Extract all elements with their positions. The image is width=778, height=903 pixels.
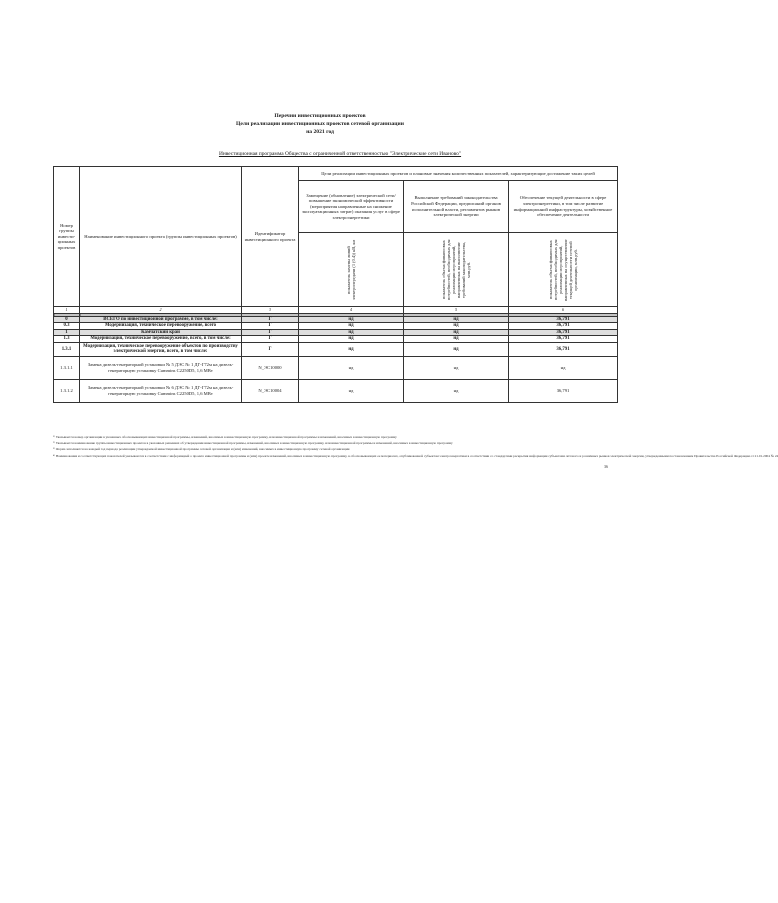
cell-indicator-2: нд bbox=[404, 379, 509, 402]
program-subtitle: Инвестиционная программа Общества с ограниченной ответственностью "Электрические сети Иваново" bbox=[218, 151, 462, 157]
header-goal-3: Обеспечение текущей деятельности в сфере электроэнергетики, в том числе развитие информационной инфраструктуры, хозяйственное обеспечение деятельности bbox=[509, 181, 618, 233]
title-line-2: Цели реализации инвестиционных проектов сетевой организации bbox=[236, 121, 404, 127]
footnote-2: ²⁾ Указывается наименование группы инвестиционных проектов в указанных решениях об утверждении инвестиционной программы, изменений, вносимых в инвестиционную программу, или инвестиционной программы и изменений, вносимых в инвестиционную программу bbox=[53, 441, 453, 446]
cell-project-id: N_ЭС10000 bbox=[242, 356, 299, 379]
cell-group-no: 0 bbox=[54, 316, 80, 323]
cell-indicator-2: нд bbox=[404, 329, 509, 336]
footnotes bbox=[53, 434, 778, 459]
table-row bbox=[54, 316, 618, 323]
table-body bbox=[54, 316, 618, 402]
header-indicator-3 bbox=[509, 233, 618, 307]
table-row bbox=[54, 323, 618, 330]
cell-indicator-3: 36,791 bbox=[509, 379, 618, 402]
colnum: 6 bbox=[509, 307, 618, 314]
cell-indicator-3: 36,791 bbox=[509, 336, 618, 343]
cell-project-name: Замена дизель-генераторной установки № 5 ДЭС № 1 ДГ-Г72м на дизель-генераторную установку Cummins C2250D5, 1,6 МВт bbox=[80, 356, 242, 379]
indicator-1-text: показатель замены линий электропередачи (1 (0.4)) кВ, км bbox=[346, 239, 356, 300]
footnote-3: ³⁾ Форма заполняется на каждый год периода реализации утверждаемой инвестиционной программы сетевой организации и (или) изменений, вносимых в инвестиционную программу сетевой организации bbox=[53, 447, 350, 452]
title-line-3: на 2021 год bbox=[306, 129, 334, 135]
header-goal-2: Выполнение требований законодательства Российской Федерации, предписаний органов исполнительной власти, регламентов рынков электрической энергии bbox=[404, 181, 509, 233]
header-indicator-1 bbox=[299, 233, 404, 307]
cell-indicator-1: нд bbox=[299, 316, 404, 323]
indicator-2-text: показатель объема финансовых потребностей, необходимых для реализации мероприятий, направленных на выполнение требований законодательства, млн.руб. bbox=[441, 239, 471, 300]
cell-project-name: Камчатский край bbox=[80, 329, 242, 336]
cell-project-id: Г bbox=[242, 336, 299, 343]
cell-project-id: N_ЭС10004 bbox=[242, 379, 299, 402]
cell-project-id: Г bbox=[242, 342, 299, 356]
cell-indicator-2: нд bbox=[404, 356, 509, 379]
cell-group-no: 1 bbox=[54, 329, 80, 336]
cell-indicator-2: нд bbox=[404, 342, 509, 356]
cell-indicator-3: 36,791 bbox=[509, 342, 618, 356]
table-row bbox=[54, 379, 618, 402]
colnum: 3 bbox=[242, 307, 299, 314]
colnum: 5 bbox=[404, 307, 509, 314]
cell-project-name: Модернизация, техническое перевооружение, всего, в том числе: bbox=[80, 336, 242, 343]
indicator-3-text: показатель объема финансовых потребностей, необходимых для реализации мероприятий, направленных на осуществление текущей деятельности сетевой организации, млн.руб. bbox=[548, 238, 579, 301]
cell-project-id: Г bbox=[242, 329, 299, 336]
cell-indicator-2: нд bbox=[404, 316, 509, 323]
colnum: 1 bbox=[54, 307, 80, 314]
cell-indicator-1: нд bbox=[299, 379, 404, 402]
header-goals: Цели реализации инвестиционных проектов и плановые значения количественных показателей, характеризующие достижение таких целей bbox=[299, 167, 618, 181]
footnote-1: ¹⁾ Указывается номер организации в указанных обосновывающих инвестиционной программы, изменений, вносимых в инвестиционную программу, или инвестиционной программы и изменений, вносимых в инвестиционную программу bbox=[53, 435, 397, 439]
cell-project-name: ВСЕГО по инвестиционной программе, в том числе: bbox=[80, 316, 242, 323]
investment-projects-table bbox=[53, 166, 618, 403]
cell-indicator-3: нд bbox=[509, 356, 618, 379]
header-group-no: Номер группы инвести- ционных проектов bbox=[54, 167, 80, 307]
header-project-id: Идентификатор инвестиционного проекта bbox=[242, 167, 299, 307]
cell-group-no: 1.3.1 bbox=[54, 342, 80, 356]
table-row bbox=[54, 356, 618, 379]
table-row bbox=[54, 342, 618, 356]
colnum: 2 bbox=[80, 307, 242, 314]
cell-indicator-3: 36,791 bbox=[509, 316, 618, 323]
header-project-name: Наименование инвестиционного проекта (группы инвестиционных проектов) bbox=[80, 167, 242, 307]
header-indicator-2 bbox=[404, 233, 509, 307]
cell-indicator-2: нд bbox=[404, 323, 509, 330]
cell-group-no: 1.3 bbox=[54, 336, 80, 343]
cell-group-no: 1.3.1.1 bbox=[54, 356, 80, 379]
cell-project-id: Г bbox=[242, 316, 299, 323]
table-row bbox=[54, 329, 618, 336]
cell-indicator-1: нд bbox=[299, 336, 404, 343]
column-numbers-row bbox=[54, 307, 618, 314]
header-goal-1: Замещение (обновление) электрической сети/повышение экономической эффективности (мероприятия направленные на снижение эксплуатационных затрат) оказания услуг в сфере электроэнергетики bbox=[299, 181, 404, 233]
document-title bbox=[0, 112, 640, 136]
cell-indicator-1: нд bbox=[299, 329, 404, 336]
cell-indicator-3: 36,791 bbox=[509, 329, 618, 336]
cell-indicator-1: нд bbox=[299, 342, 404, 356]
page-number: 36 bbox=[604, 464, 608, 469]
cell-project-name: Модернизация, техническое перевооружение, всего bbox=[80, 323, 242, 330]
cell-group-no: 1.3.1.2 bbox=[54, 379, 80, 402]
cell-indicator-3: 36,791 bbox=[509, 323, 618, 330]
cell-indicator-1: нд bbox=[299, 356, 404, 379]
cell-indicator-1: нд bbox=[299, 323, 404, 330]
cell-project-name: Замена дизель-генераторной установки № 6 ДЭС № 1 ДГ-Г72м на дизель-генераторную установку Cummins C2250D5, 1,6 МВт bbox=[80, 379, 242, 402]
footnote-4: ⁴⁾ Наименования и соответствующих показателей указываются в соответствии с информацией о проекте инвестиционной программы и (или) проекте изменений, вносимых в инвестиционную программу, в обосновывающих ее материалах, опубликованной субъектом электроэнергетики в соответствии со стандартами раскрытия информации субъектами оптового и розничных рынков электрической энергии, утвержденными постановлением Правительства Российской Федерации от 21.01.2004 № 24 bbox=[53, 453, 778, 458]
title-line-1: Перечни инвестиционных проектов bbox=[274, 113, 366, 119]
cell-indicator-2: нд bbox=[404, 336, 509, 343]
cell-project-id: Г bbox=[242, 323, 299, 330]
table-row bbox=[54, 336, 618, 343]
cell-group-no: 0.3 bbox=[54, 323, 80, 330]
colnum: 4 bbox=[299, 307, 404, 314]
cell-project-name: Модернизация, техническое перевооружение объектов по производству электрической энергии, всего, в том числе: bbox=[80, 342, 242, 356]
